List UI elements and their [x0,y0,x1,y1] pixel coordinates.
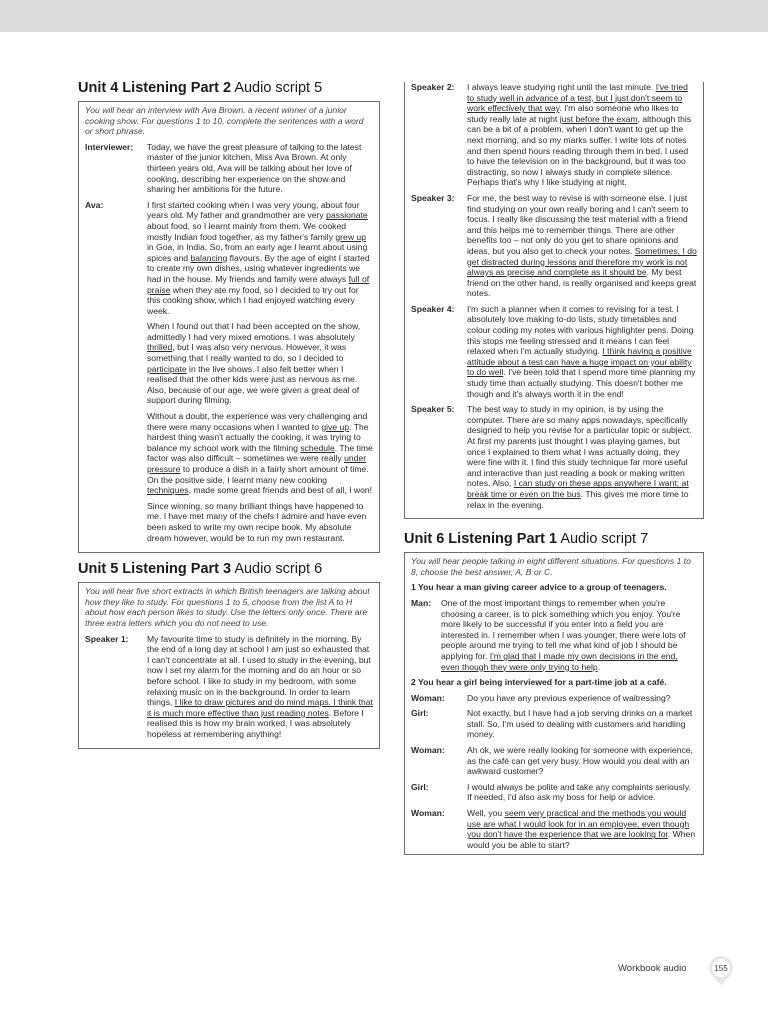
unit6-heading: Unit 6 Listening Part 1 Audio script 7 [404,531,649,548]
unit5-continued-box [404,82,704,519]
unit4-heading: Unit 4 Listening Part 2 Audio script 5 [78,80,323,96]
ava-turn [85,200,373,543]
speaker-label: Girl: [411,781,429,792]
speaker-label: Speaker 1: [85,633,129,644]
speaker5-turn [411,404,697,510]
girl-turn-2 [411,782,697,803]
speaker-label: Woman: [411,808,445,819]
woman-text-1: Do you have any previous experience of waitressing? [467,692,671,703]
speaker2-turn [411,82,697,188]
man-text: One of the most important things to remember when you're choosing a career, is to pick something which you enjoy. You're more likely to be successful if you enter into a field you are interested in. I remember when I was younger, there were lots of people around me trying to tell me what kind of job I should be applying for. I'm glad that I made my own decisions in the end, even though they were only trying to help. [441,597,686,672]
speaker-label: Speaker 5: [411,404,455,415]
speaker-label: Woman: [411,745,445,756]
speaker3-text: For me, the best way to revise is with someone else. I just find studying on your own really boring and I can't seem to focus. I really like discussing the test material with a friend and this helps me to remember things. There are other benefits too – not only do you get to share opinions and ideas, but you also get to check your notes. Sometimes, I do get distracted during lessons and therefore my work is not always as precise and complete as it should be. My best friend on the other hand, is really organised and keeps great notes. [467,192,697,299]
speaker5-text: The best way to study in my opinion, is by using the computer. There are so many apps nowadays, specifically designed to help you revise for a particular topic or subject. At first my parents just thought I was playing games, but once I explained to them what I was actually doing, they were fine with it. I find this study technique far more useful and interactive than just reading a book or making written notes. Also, I can study on these apps anywhere I want; at break time or even on the bus. This gives me more time to relax in the evening. [467,404,692,510]
speaker1-text: My favourite time to study is definitely in the morning. By the end of a long day at school I am just so exhausted that I can't concentrate at all. I used to study in the evening, but now I set my alarm for the morning and do an hour or so before school. I like to study in my bedroom, with some relaxing music on in the background. In order to learn things, I like to draw pictures and do mind maps. I think that it is much more effective than just reading notes. Before I realised this is how my brain worked, I was absolutely hopeless at remembering anything! [147,633,373,739]
speaker-label: Interviewer: [85,141,134,152]
speaker-label: Woman: [411,692,445,703]
unit6-intro: You will hear people talking in eight different situations. For questions 1 to 8, choose the best answer, A, B or C. [411,556,691,577]
speaker-label: Speaker 2: [411,82,455,92]
unit5-heading: Unit 5 Listening Part 3 Audio script 6 [78,561,323,578]
speaker4-turn [411,304,697,399]
unit4-intro: You will hear an interview with Ava Brown, a recent winner of a junior cooking show. For questions 1 to 10, complete the sentences with a word or short phrase. [85,105,364,137]
woman-turn-1 [411,693,697,704]
woman-turn-2 [411,745,697,777]
left-column [78,80,380,749]
speaker-label: Girl: [411,708,429,719]
woman-text-3: Well, you seem very practical and the methods you would use are what I would look for in an employee, even though you don't have the experience that we are looking for. When would you be able to start? [467,808,696,850]
ava-paragraph-4: Since winning, so many brilliant things have happened to me. I have met many of the chefs I admire and have even been asked to write my own recipe book. My absolute dream however, would be to run my own restaurant. [147,500,367,543]
speaker-label: Ava: [85,199,104,210]
man-turn [411,598,697,672]
interviewer-turn [85,142,373,195]
speaker4-text: I'm such a planner when it comes to revising for a test. I absolutely love making to-do lists, study timetables and colour coding my notes with various highlighter pens. Doing this stops me feeling stressed and it means I can feel relaxed when I'm actually studying. I think having a positive attitude about a test can have a huge impact on your ability to do well. I've been told that I spend more time planning my study time than actually studying. This doesn't bother me though and it's always worth it in the end! [467,303,696,399]
footer-label: Workbook audio [618,963,687,974]
woman-turn-3 [411,808,697,850]
woman-text-2: Ah ok, we were really looking for someone with experience, as the café can get very busy. How would you deal with an awkward customer? [467,745,693,777]
unit6-script-box [404,552,704,855]
unit5-intro: You will hear five short extracts in which British teenagers are talking about how they like to study. For questions 1 to 5, choose from the list A to H about how each person likes to study. Use the letters only once. There are three extra letters which you do not need to use. [85,586,370,628]
girl-turn-1 [411,708,697,740]
speaker1-turn [85,634,373,740]
ava-paragraph-2: When I found out that I had been accepted on the show, admittedly I had very mixed emotions. I was absolutely thrilled, but I was also very nervous. However, it was something that I really wanted to do, so I decided to participate in the live shows. I also felt better when I realised that the other kids were just as nervous as me. Also, because of our age, we were given a great deal of support during filming. [147,321,361,406]
girl-text-2: I would always be polite and take any complaints seriously. If needed, I'd also ask my boss for help or advice. [467,781,691,803]
speaker-label: Speaker 4: [411,303,455,314]
ava-paragraph-3: Without a doubt, the experience was very challenging and there were many occasions when I wanted to give up. The hardest thing wasn't actually the cooking, it was trying to balance my school work with the filming schedule. The time factor was also difficult – sometimes we were really under pressure to produce a dish in a fairly short amount of time. On the positive side, I learnt many new cooking techniques, made some great friends and best of all, I won! [147,411,373,496]
ava-paragraph-1: I first started cooking when I was very young, about four years old. My father and grandmother are very passionate about food, so I learnt mainly from them. We cooked mostly Indian food together, as my father's family grew up in Goa, in India. So, from an early age I learnt about using spices and balancing flavours. By the age of eight I started to create my own dishes, using whatever ingredients we had in the house. My friends and family were always full of praise when they ate my food, so I decided to try out for this cooking show, which I had enjoyed watching every week. [147,199,370,316]
unit5-script-box [78,582,380,749]
question-2: 2 You hear a girl being interviewed for a part-time job at a café. [411,677,667,688]
speaker3-turn [411,193,697,299]
right-column [404,82,704,855]
speaker2-text: I always leave studying right until the last minute. I've tried to study well in advance of a test, but I just don't seem to work effectively that way. I'm also someone who likes to study really late at night just before the exam, although this can be a bit of a problem, when I don't want to get up the next morning, and so my marks suffer. I write lots of notes and then spend hours reading through them in bed. I used to have the television on in the background, but it was too distracting, so now I always study in complete silence. Perhaps that's why I like studying at night. [467,82,692,188]
top-bar [0,0,768,32]
unit4-script-box [78,101,380,553]
speaker-label: Man: [411,597,432,608]
page-number-badge [706,956,736,986]
question-1: 1 You hear a man giving career advice to a group of teenagers. [411,582,667,593]
girl-text-1: Not exactly, but I have had a job serving drinks on a market stall. So, I'm used to dealing with customers and handling money. [467,708,693,740]
page-number: 155 [714,964,728,973]
speaker-label: Speaker 3: [411,192,455,203]
interviewer-text: Today, we have the great pleasure of talking to the latest master of the junior kitchen, Miss Ava Brown. At only thirteen years old, Ava will be talking about her love of cooking, describing her experience on the show and sharing her ambitions for the future. [147,141,362,195]
